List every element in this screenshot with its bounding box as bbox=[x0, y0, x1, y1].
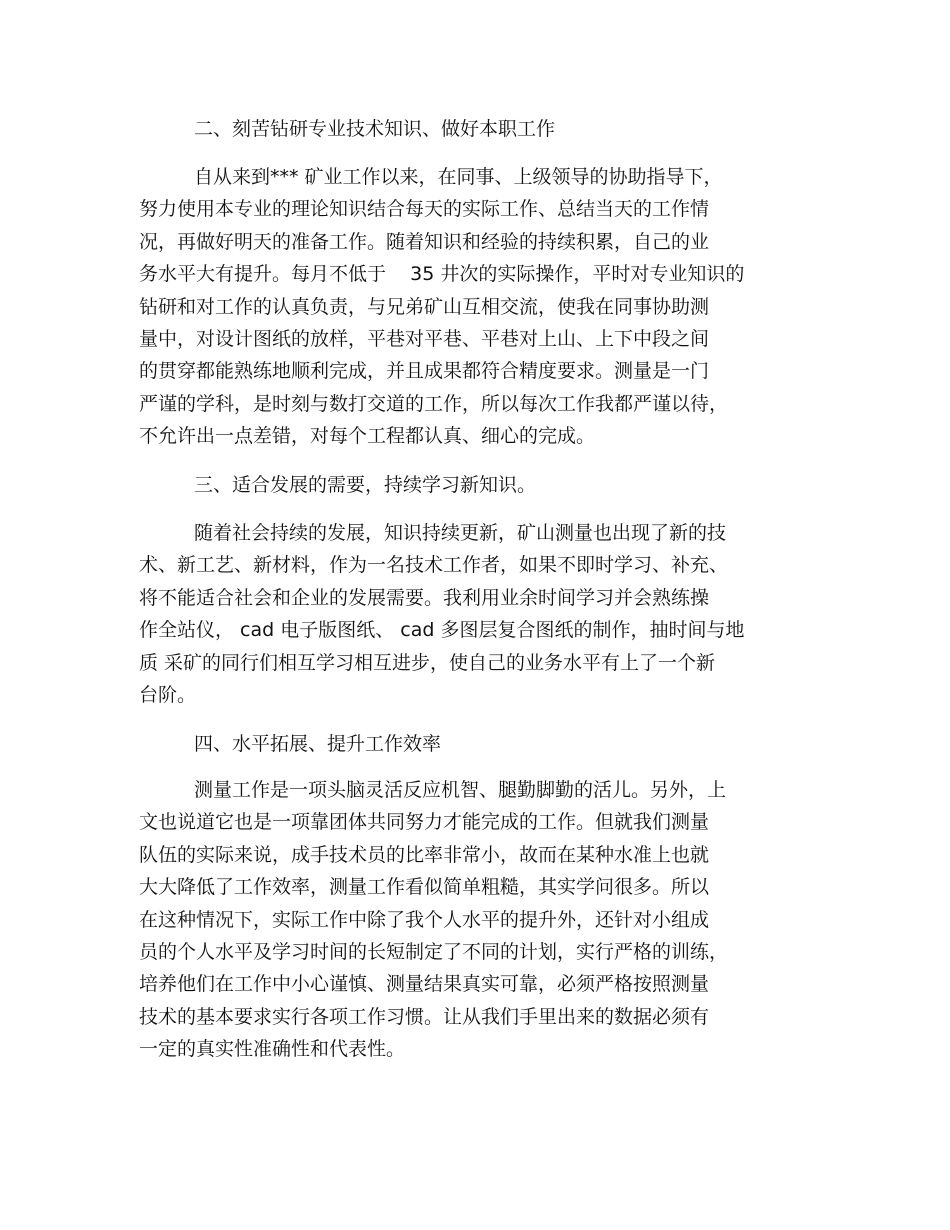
paragraph-line: 技术的基本要求实行各项工作习惯。让从我们手里出来的数据必须有 bbox=[139, 1005, 710, 1028]
paragraph-line: 在这种情况下，实际工作中除了我个人水平的提升外，还针对小组成 bbox=[139, 908, 710, 931]
paragraph-line: 钻研和对工作的认真负责，与兄弟矿山互相交流，使我在同事协助测 bbox=[139, 295, 710, 318]
paragraph-line: 努力使用本专业的理论知识结合每天的实际工作、总结当天的工作情 bbox=[139, 198, 710, 221]
section-4-body bbox=[139, 774, 789, 1066]
paragraph-line: 员的个人水平及学习时间的长短制定了不同的计划，实行严格的训练， bbox=[139, 940, 729, 963]
paragraph-line: 术、新工艺、新材料，作为一名技术工作者，如果不即时学习、补充、 bbox=[139, 554, 729, 577]
paragraph-line: 一定的真实性准确性和代表性。 bbox=[139, 1038, 406, 1061]
section-2 bbox=[139, 113, 789, 145]
paragraph-line: 培养他们在工作中小心谨慎、测量结果真实可靠，必须严格按照测量 bbox=[139, 973, 710, 996]
paragraph-line: 队伍的实际来说，成手技术员的比率非常小，故而在某种水准上也就 bbox=[139, 843, 710, 866]
paragraph-line: 的贯穿都能熟练地顺利完成，并且成果都符合精度要求。测量是一门 bbox=[139, 360, 710, 383]
paragraph-line: 随着社会持续的发展，知识持续更新，矿山测量也出现了新的技 bbox=[194, 522, 727, 544]
section-2-body bbox=[139, 161, 789, 453]
paragraph-line: 将不能适合社会和企业的发展需要。我利用业余时间学习并会熟练操 bbox=[139, 586, 710, 609]
section-heading: 二、刻苦钻研专业技术知识、做好本职工作 bbox=[194, 118, 556, 140]
paragraph-line: 务水平大有提升。每月不低于 35 井次的实际操作，平时对专业知识的 bbox=[139, 263, 745, 286]
paragraph-line: 况，再做好明天的准备工作。随着知识和经验的持续积累，自己的业 bbox=[139, 230, 710, 253]
section-4 bbox=[139, 728, 789, 760]
paragraph-line: 台阶。 bbox=[139, 683, 197, 706]
paragraph-line: 作全站仪， cad 电子版图纸、 cad 多图层复合图纸的制作，抽时间与地 bbox=[139, 619, 745, 642]
paragraph-line: 不允许出一点差错，对每个工程都认真、细心的完成。 bbox=[139, 425, 596, 448]
section-heading: 三、适合发展的需要，持续学习新知识。 bbox=[194, 474, 537, 496]
paragraph-line: 质 采矿的同行们相互学习相互进步，使自己的业务水平有上了一个新 bbox=[139, 651, 716, 674]
paragraph-line: 大大降低了工作效率，测量工作看似简单粗糙，其实学问很多。所以 bbox=[139, 876, 710, 899]
paragraph-line: 量中，对设计图纸的放样，平巷对平巷、平巷对上山、上下中段之间 bbox=[139, 327, 710, 350]
section-3 bbox=[139, 469, 789, 501]
section-3-body bbox=[139, 517, 789, 711]
paragraph-line: 文也说道它也是一项靠团体共同努力才能完成的工作。但就我们测量 bbox=[139, 811, 710, 834]
paragraph-line: 自从来到*** 矿业工作以来，在同事、上级领导的协助指导下， bbox=[194, 166, 723, 188]
paragraph-line: 严谨的学科，是时刻与数打交道的工作，所以每次工作我都严谨以待， bbox=[139, 392, 729, 415]
paragraph-line: 测量工作是一项头脑灵活反应机智、腿勤脚勤的活儿。另外，上 bbox=[194, 779, 727, 801]
section-heading: 四、水平拓展、提升工作效率 bbox=[194, 733, 442, 755]
